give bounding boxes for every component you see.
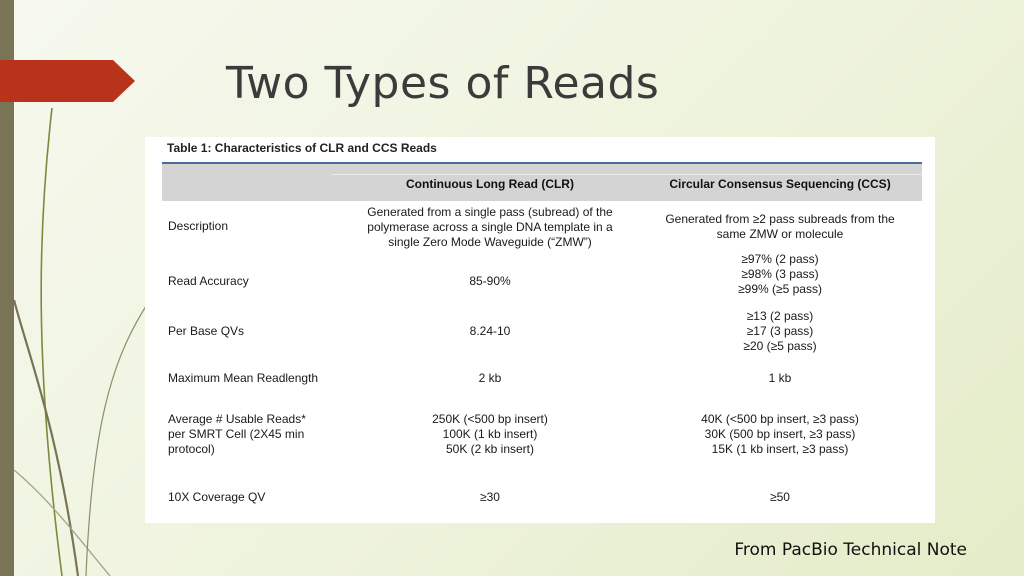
column-header-clr: Continuous Long Read (CLR) (406, 177, 574, 191)
table-caption: Table 1: Characteristics of CLR and CCS Reads (167, 141, 437, 155)
cell-ccs-description: Generated from ≥2 pass subreads from the same ZMW or molecule (665, 212, 895, 241)
cell-clr-max-mean-readlength: 2 kb (478, 371, 502, 385)
row-label-coverage-qv: 10X Coverage QV (168, 490, 266, 504)
cell-clr-read-accuracy: 85-90% (469, 274, 511, 288)
reads-table (145, 137, 935, 523)
cell-ccs-per-base-qvs: ≥13 (2 pass) ≥17 (3 pass) ≥20 (≥5 pass) (743, 309, 817, 353)
row-label-per-base-qvs: Per Base QVs (168, 324, 245, 338)
cell-clr-usable-reads: 250K (<500 bp insert) 100K (1 kb insert) 50K (2 kb insert) (432, 412, 548, 456)
row-label-usable-reads: Average # Usable Reads* per SMRT Cell (2X45 min protocol) (168, 412, 306, 456)
cell-clr-per-base-qvs: 8.24-10 (469, 324, 511, 338)
row-label-max-mean-readlength: Maximum Mean Readlength (168, 371, 319, 385)
row-label-read-accuracy: Read Accuracy (168, 274, 249, 288)
column-header-ccs: Circular Consensus Sequencing (CCS) (669, 177, 891, 191)
slide-title: Two Types of Reads (226, 58, 660, 109)
cell-ccs-coverage-qv: ≥50 (770, 490, 790, 504)
cell-ccs-usable-reads: 40K (<500 bp insert, ≥3 pass) 30K (500 bp insert, ≥3 pass) 15K (1 kb insert, ≥3 pass) (701, 412, 859, 456)
cell-ccs-read-accuracy: ≥97% (2 pass) ≥98% (3 pass) ≥99% (≥5 pass) (738, 252, 822, 296)
row-label-description: Description (168, 219, 229, 233)
cell-ccs-max-mean-readlength: 1 kb (768, 371, 792, 385)
title-arrow-tab (0, 60, 135, 102)
cell-clr-coverage-qv: ≥30 (480, 490, 500, 504)
source-note: From PacBio Technical Note (734, 540, 967, 560)
cell-clr-description: Generated from a single pass (subread) of the polymerase across a single DNA template in a single Zero Mode Waveguide (“ZMW”) (367, 205, 613, 249)
